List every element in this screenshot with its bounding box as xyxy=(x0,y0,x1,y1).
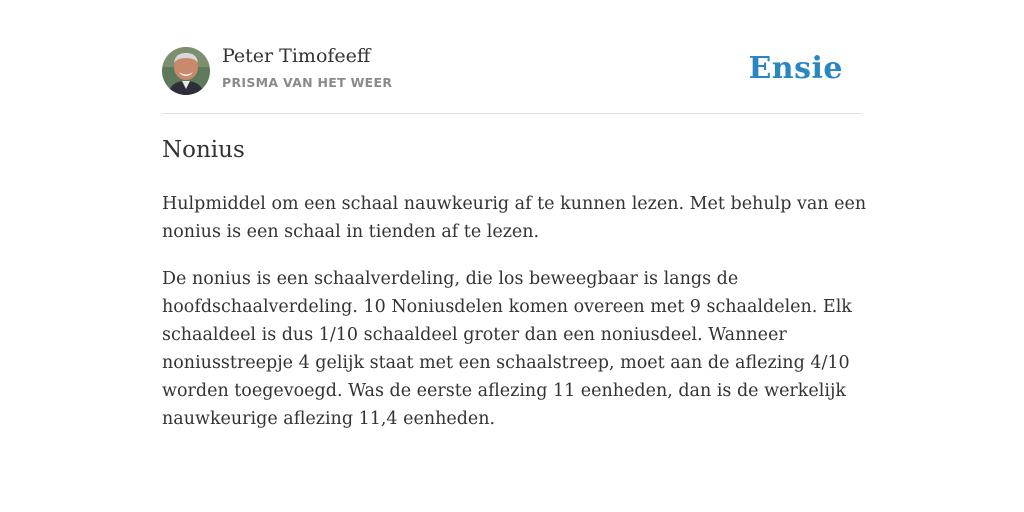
paragraph-line: nonius is een schaal in tienden af te lezen. xyxy=(162,222,540,242)
paragraph-line: noniusstreepje 4 gelijk staat met een schaalstreep, moet aan de aflezing 4/10 xyxy=(162,353,850,373)
paragraph-line: hoofdschaalverdeling. 10 Noniusdelen komen overeen met 9 schaaldelen. Elk xyxy=(162,297,852,317)
paragraph-line: nauwkeurige aflezing 11,4 eenheden. xyxy=(162,409,496,429)
author-name[interactable]: Peter Timofeeff xyxy=(222,45,371,67)
brand-logo[interactable]: Ensie xyxy=(748,51,843,86)
article-container xyxy=(162,0,867,429)
author-subtitle: PRISMA VAN HET WEER xyxy=(222,75,393,90)
paragraph-line: worden toegevoegd. Was de eerste aflezing 11 eenheden, dan is de werkelijk xyxy=(162,381,846,401)
page-title: Nonius xyxy=(162,137,245,163)
paragraph-1 xyxy=(162,190,867,246)
header xyxy=(162,0,862,114)
paragraph-line: De nonius is een schaalverdeling, die los beweegbaar is langs de xyxy=(162,269,739,289)
author-portrait-icon xyxy=(162,47,210,95)
avatar[interactable] xyxy=(162,47,210,95)
paragraph-2 xyxy=(162,265,862,433)
paragraph-line: Hulpmiddel om een schaal nauwkeurig af te kunnen lezen. Met behulp van een xyxy=(162,194,867,214)
paragraph-line: schaaldeel is dus 1/10 schaaldeel groter dan een noniusdeel. Wanneer xyxy=(162,325,787,345)
